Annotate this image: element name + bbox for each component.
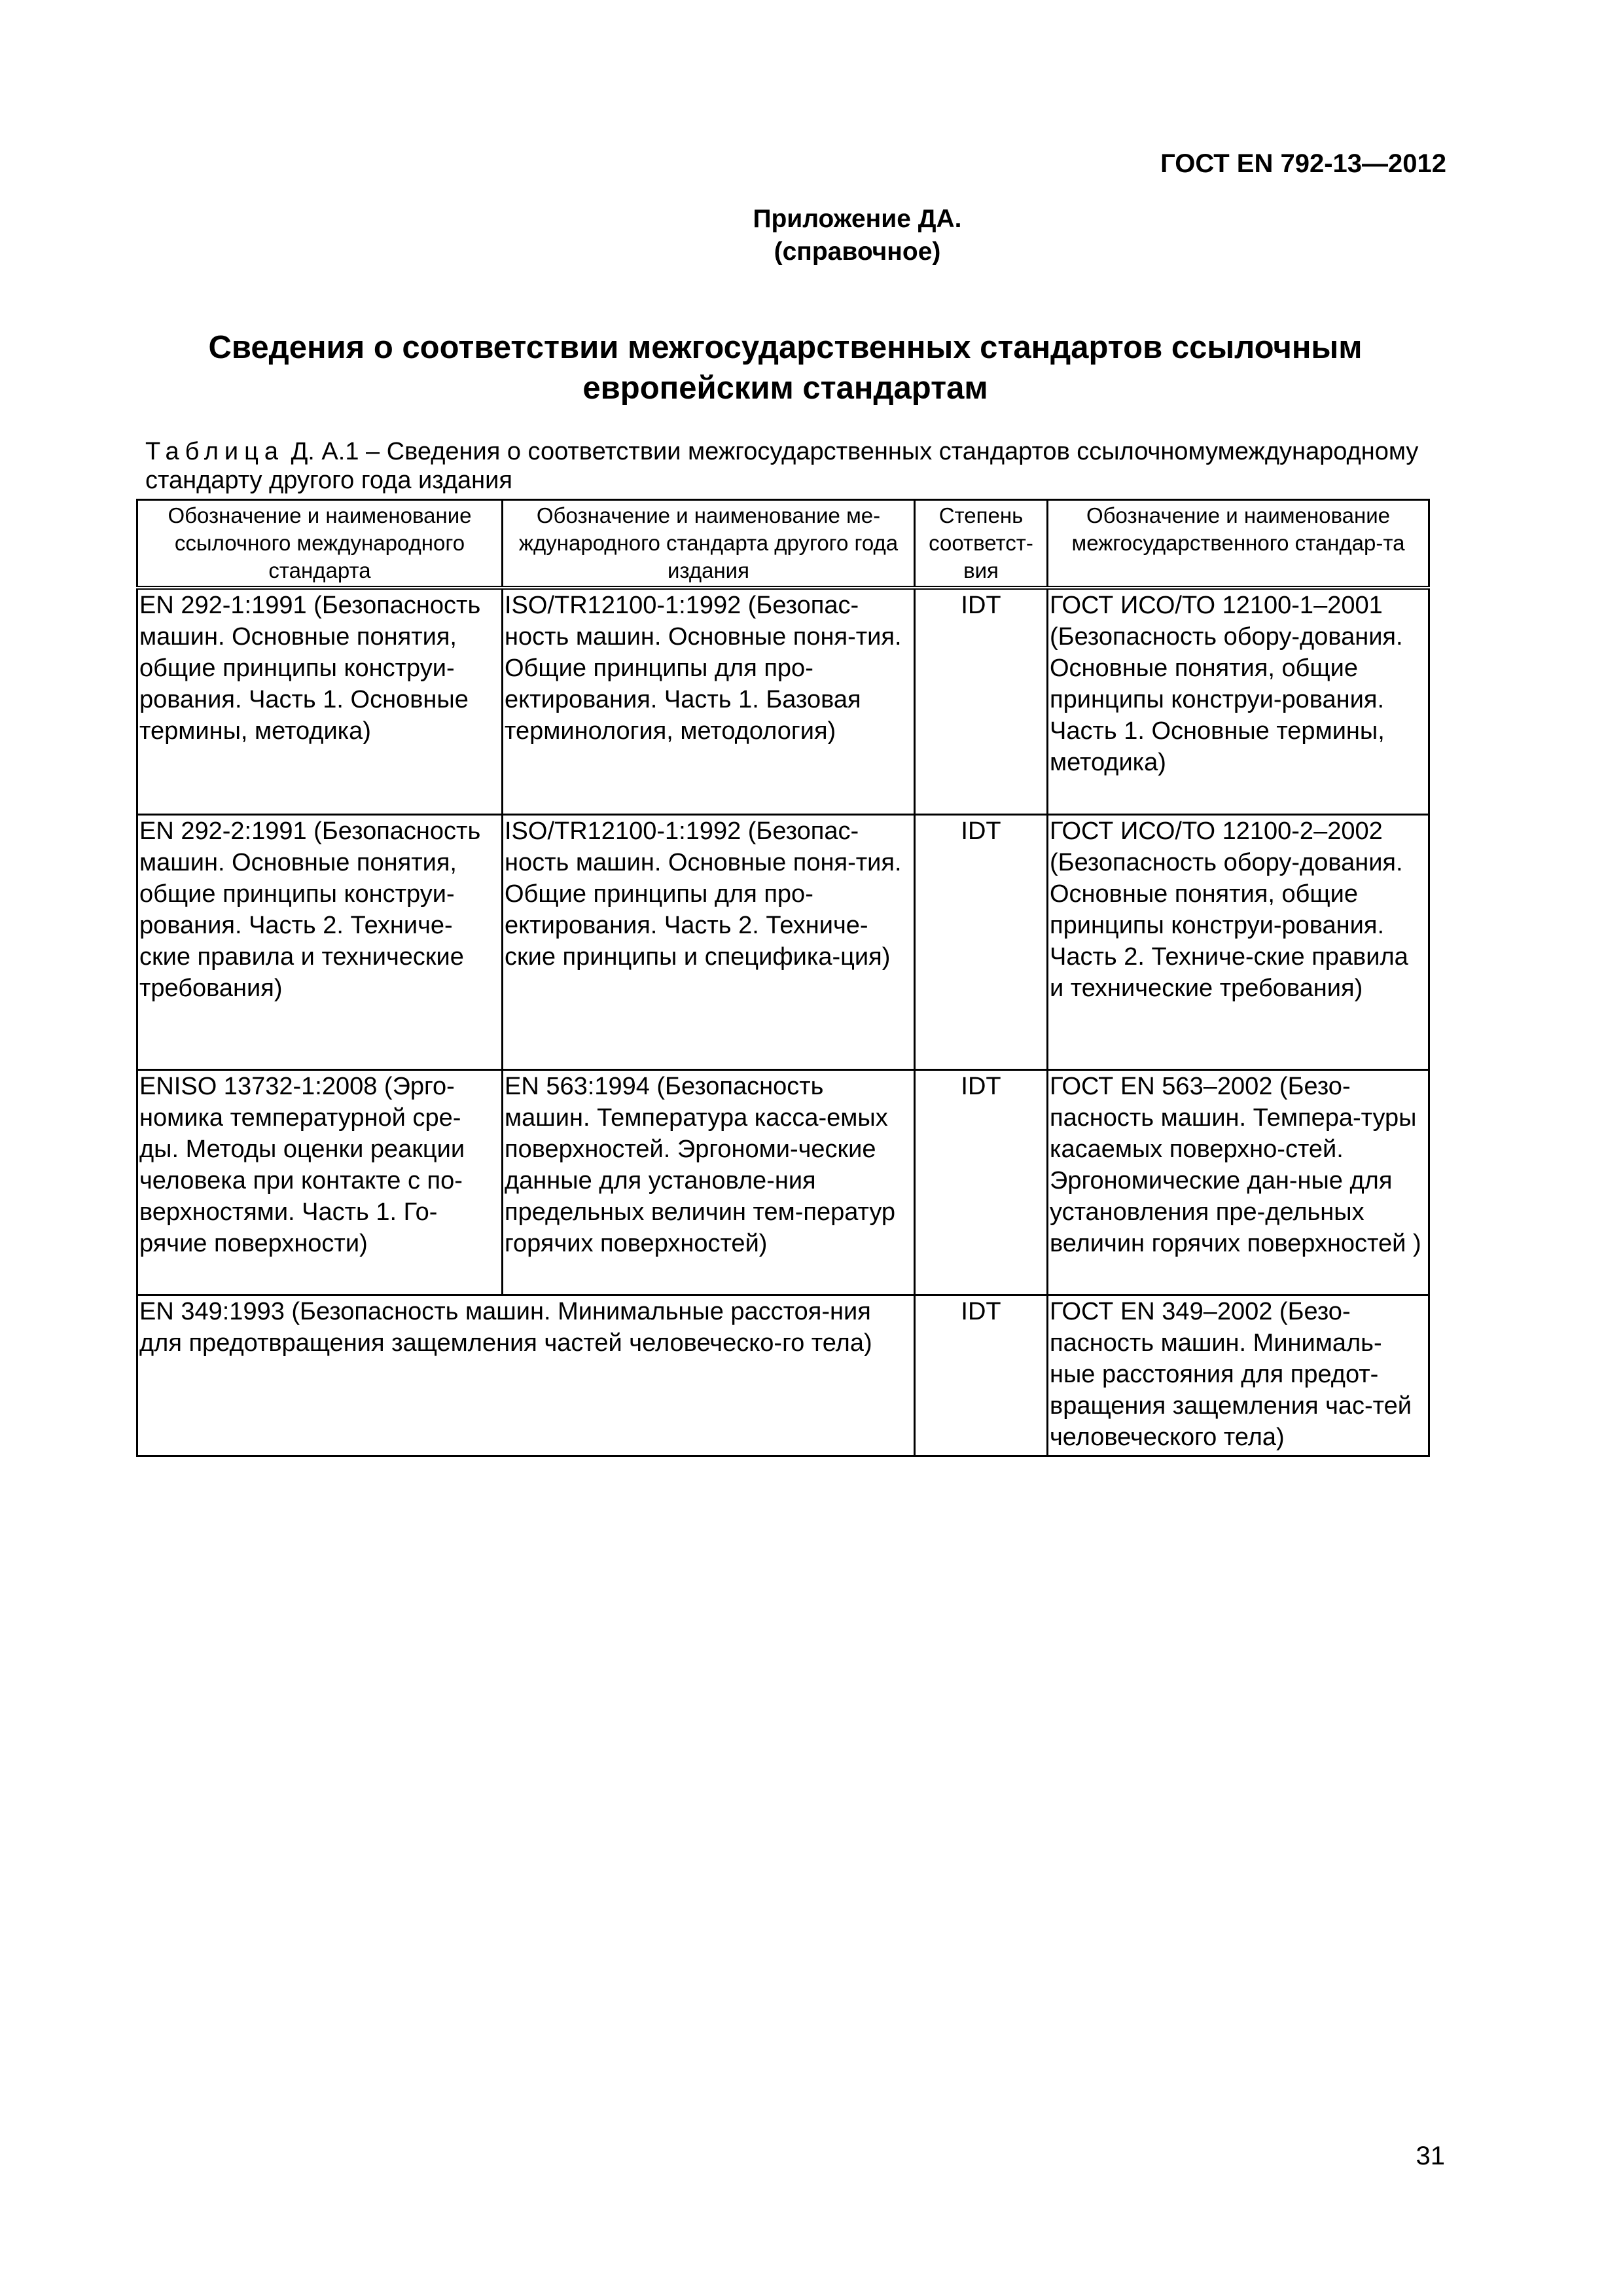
table-caption-text: Д. А.1 – Сведения о соответствии межгосударственных стандартов ссылочномумеждународному стандарту другого года издания [145, 438, 1419, 494]
interstate-standard-cell: ГОСТ EN 563–2002 (Безо-пасность машин. Темпера-туры касаемых поверхно-стей. Эргономические дан-ные для установления пре-дельных величин горячих поверхностей ) [1048, 1069, 1429, 1295]
table-caption [145, 437, 1441, 495]
interstate-standard-cell: ГОСТ ИСО/ТО 12100-1–2001 (Безопасность обору-дования. Основные понятия, общие принципы конструи-рования. Часть 1. Основные термины, методика) [1048, 588, 1429, 814]
annex-title: Приложение ДА. [753, 205, 962, 233]
merged-standard-cell: EN 349:1993 (Безопасность машин. Минимальные расстоя-ния для предотвращения защемления частей человеческо-го тела) [137, 1295, 915, 1456]
degree-cell: IDT [915, 1295, 1048, 1456]
international-standard-cell: EN 292-2:1991 (Безопасность машин. Основные понятия, общие принципы конструи-рования. Часть 2. Техниче-ские правила и технические требования) [137, 814, 503, 1069]
column-header: Обозначение и наименование межгосударственного стандар-та [1048, 500, 1429, 588]
column-header: Обозначение и наименование ссылочного международного стандарта [137, 500, 503, 588]
document-title: Сведения о соответствии межгосударственных стандартов ссылочным европейским стандартам [208, 330, 1363, 406]
interstate-standard-cell: ГОСТ EN 349–2002 (Безо-пасность машин. Минималь-ные расстояния для предот-вращения защемления час-тей человеческого тела) [1048, 1295, 1429, 1456]
table-row [137, 814, 1429, 1069]
degree-cell: IDT [915, 1069, 1048, 1295]
page-number: 31 [1416, 2142, 1445, 2170]
standard-code: ГОСТ EN 792-13—2012 [1160, 149, 1446, 178]
international-standard-cell: EN 292-1:1991 (Безопасность машин. Основные понятия, общие принципы конструи-рования. Часть 1. Основные термины, методика) [137, 588, 503, 814]
interstate-standard-cell: ГОСТ ИСО/ТО 12100-2–2002 (Безопасность обору-дования. Основные понятия, общие принципы конструи-рования. Часть 2. Техниче-ские правила и технические требования) [1048, 814, 1429, 1069]
table-caption-label: Таблица [145, 438, 284, 465]
degree-cell: IDT [915, 814, 1048, 1069]
column-header: Степень соответст-вия [915, 500, 1048, 588]
annex-heading [0, 203, 1623, 268]
degree-cell: IDT [915, 588, 1048, 814]
table-row [137, 588, 1429, 814]
correspondence-table [136, 499, 1430, 1457]
table-row [137, 1295, 1429, 1456]
international-standard-cell: ENISO 13732-1:2008 (Эрго-номика температурной сре-ды. Методы оценки реакции человека при контакте с по-верхностями. Часть 1. Го-рячие поверхности) [137, 1069, 503, 1295]
other-year-standard-cell: ISO/TR12100-1:1992 (Безопас-ность машин. Основные поня-тия. Общие принципы для про-ектирования. Часть 1. Базовая терминология, методология) [503, 588, 915, 814]
other-year-standard-cell: ISO/TR12100-1:1992 (Безопас-ность машин. Основные поня-тия. Общие принципы для про-ектирования. Часть 2. Техниче-ские принципы и специфика-ция) [503, 814, 915, 1069]
other-year-standard-cell: EN 563:1994 (Безопасность машин. Температура касса-емых поверхностей. Эргономи-ческие данные для установле-ния предельных величин тем-ператур горячих поверхностей) [503, 1069, 915, 1295]
table-header-row [137, 500, 1429, 588]
table-row [137, 1069, 1429, 1295]
column-header: Обозначение и наименование ме-ждународного стандарта другого года издания [503, 500, 915, 588]
annex-subtitle: (справочное) [774, 238, 941, 266]
